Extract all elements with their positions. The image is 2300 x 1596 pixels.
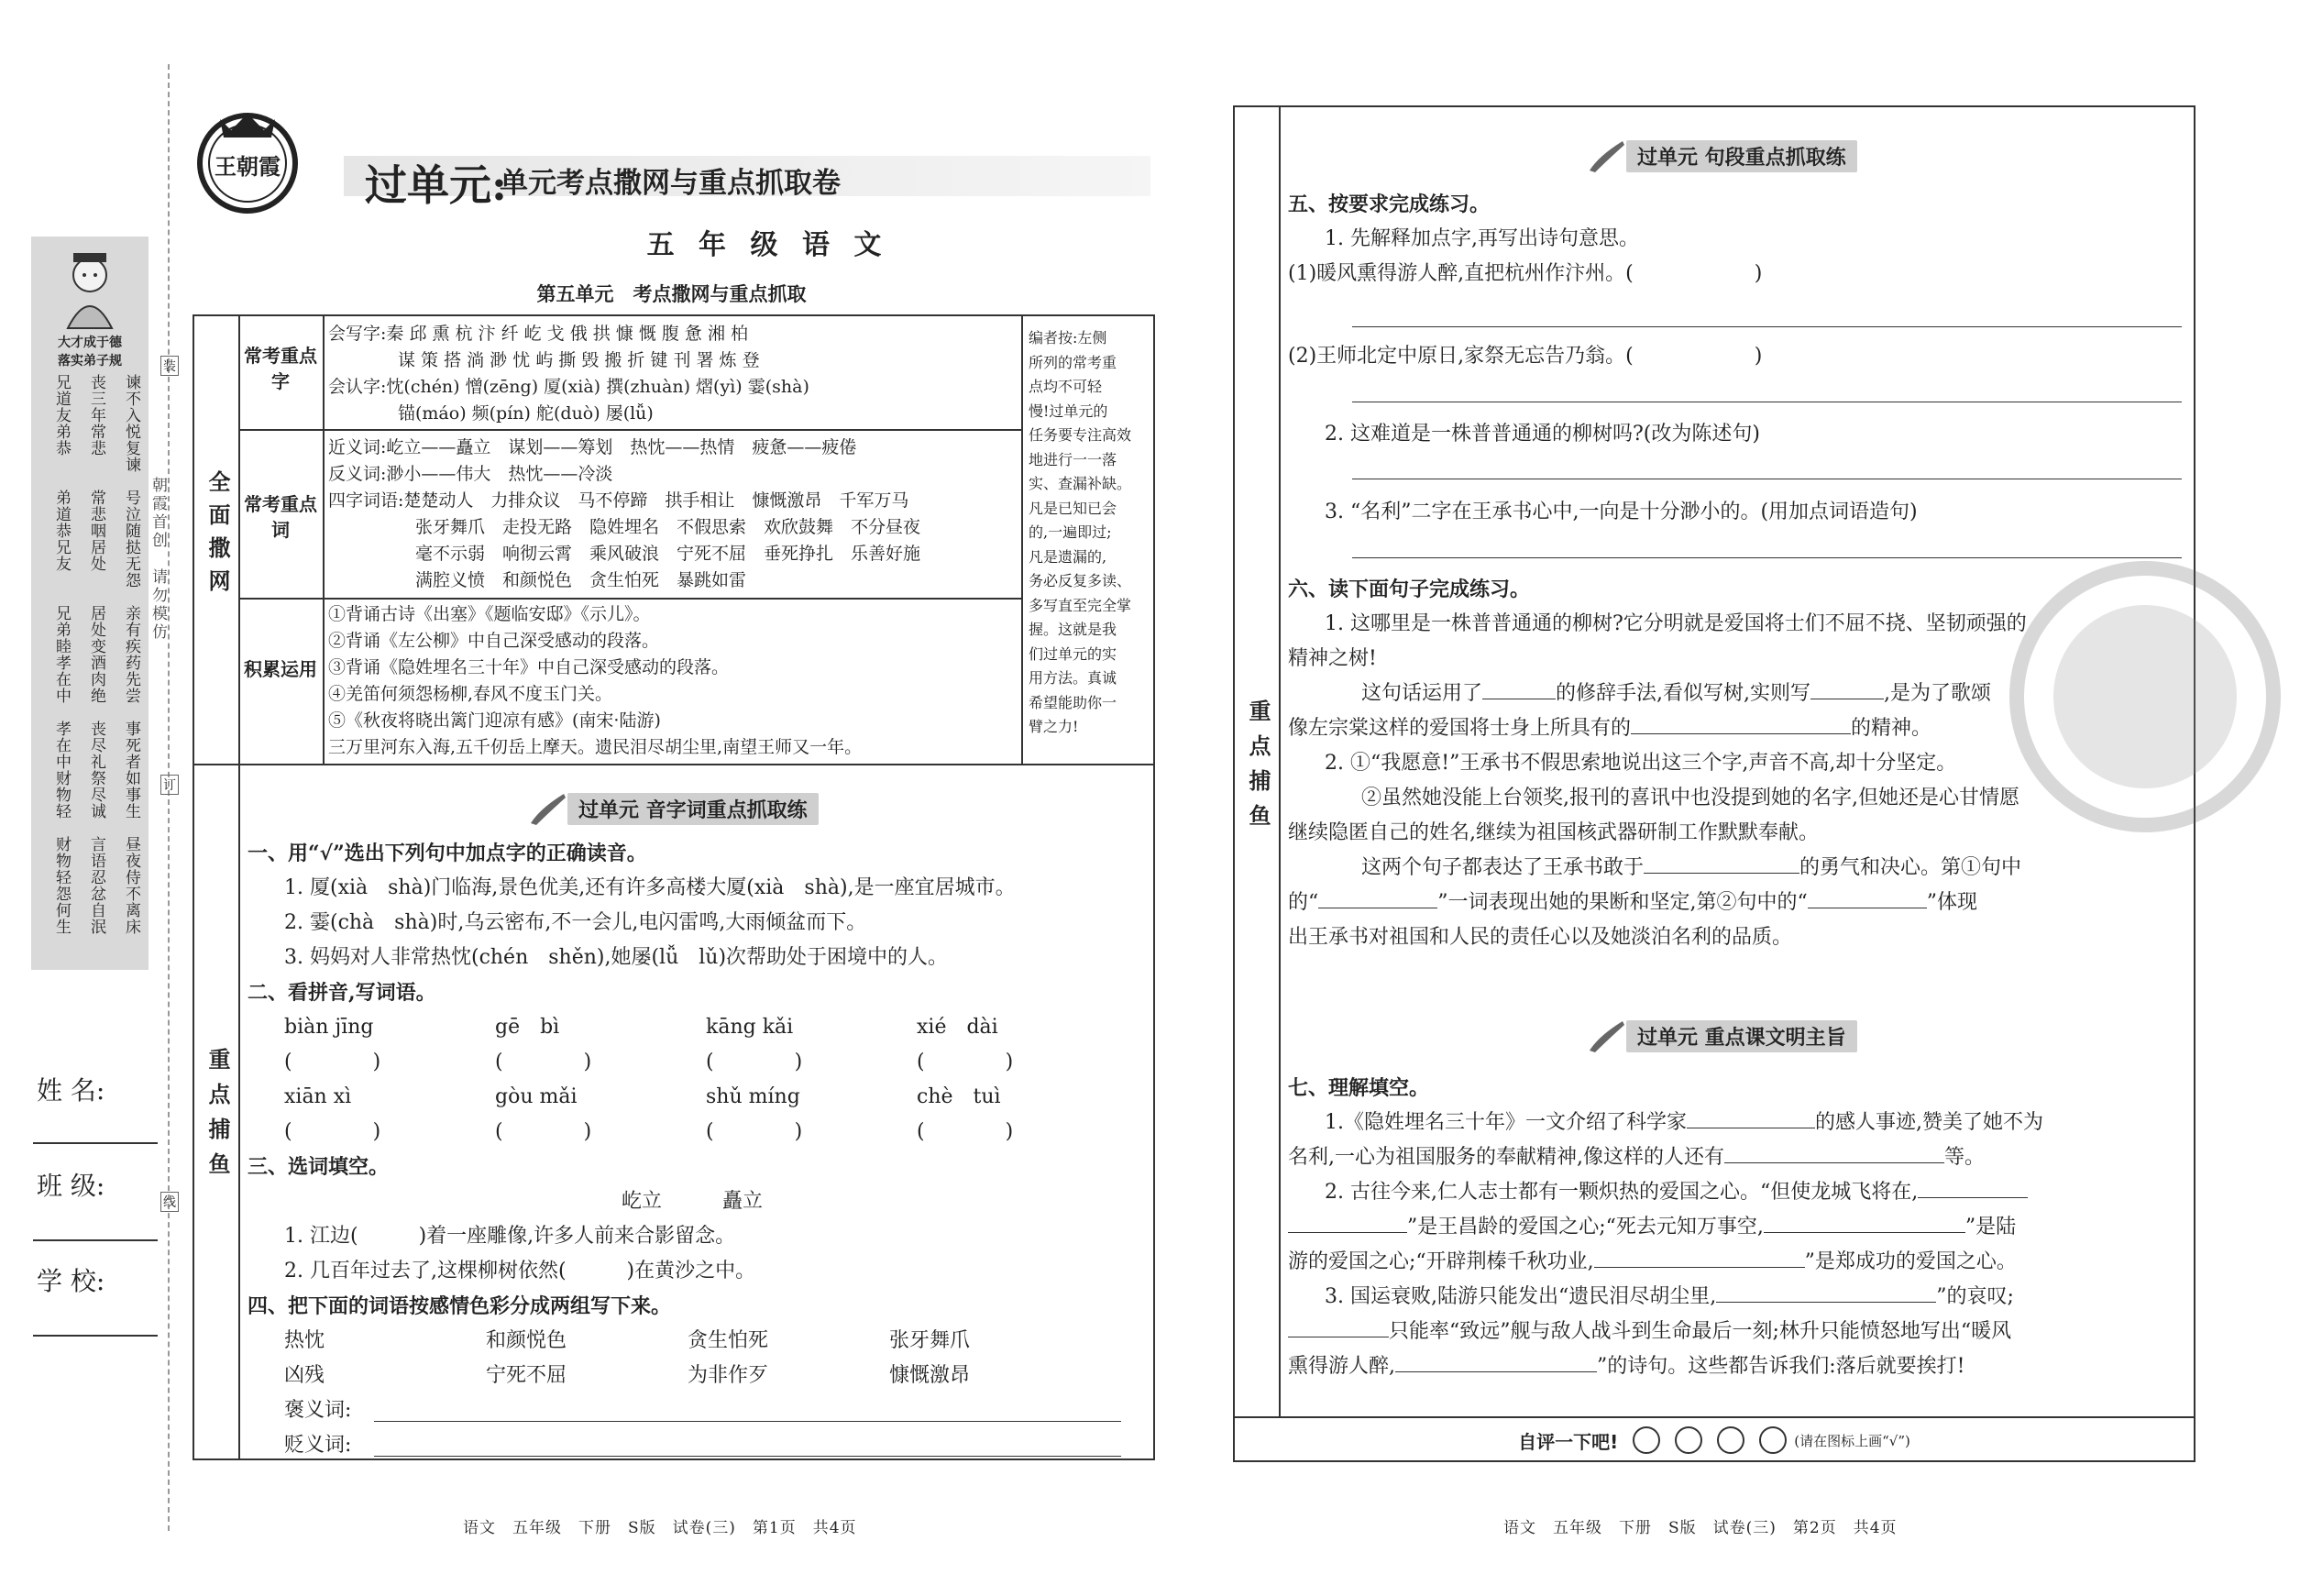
logo-text: 王朝霞 [215, 153, 281, 180]
q1-item: 2. 霎(chà shà)时,乌云密布,不一会儿,电闪雷鸣,大雨倾盆而下。 [284, 911, 867, 934]
brand-logo [193, 106, 303, 216]
note-line: 用方法。真诚 [1029, 669, 1117, 687]
rule-column: 弟道恭兄友 [52, 490, 71, 572]
q6-2-fill [1288, 851, 2186, 886]
neutral-face-icon[interactable] [1675, 1426, 1702, 1454]
rule-column: 兄弟睦孝在中 [52, 605, 71, 704]
pinyin: chè tuì [917, 1085, 1001, 1108]
fill-text: ,是为了歌颂 [1884, 682, 1992, 705]
fill-blank[interactable] [1644, 854, 1799, 874]
rule-column: 号泣随挞无怨 [122, 490, 140, 589]
q1-item: 3. 妈妈对人非常热忱(chén shěn),她屡(lǚ lǔ)次帮助处于困境中的人。 [284, 946, 949, 969]
fill-text: 这两个句子都表达了王承书敢于 [1361, 856, 1645, 879]
fill-text: 游的爱国之心;“开辟荆榛千秋功业, [1288, 1250, 1594, 1273]
q6-2a: 2. ①“我愿意!”王承书不假思索地说出这三个字,声音不高,却十分坚定。 [1325, 752, 1957, 775]
answer-line[interactable] [1352, 326, 2182, 327]
q7-title: 七、理解填空。 [1288, 1076, 1430, 1100]
fill-blank[interactable] [1288, 1318, 1389, 1337]
series-subtitle: 单元考点撒网与重点抓取卷 [500, 167, 841, 200]
table-row-divider [238, 598, 1021, 600]
section-banner-1 [527, 790, 819, 827]
note-line: 凡是已知已会 [1029, 499, 1117, 517]
words-line: 毫不示弱 响彻云霄 乘风破浪 宁死不屈 垂死挣扎 乐善好施 [328, 544, 921, 564]
fill-text: 3. 国运衰败,陆游只能发出“遗民泪尽胡尘里, [1325, 1285, 1717, 1308]
q4-word: 凶残 [284, 1364, 325, 1387]
q6-1b: 精神之树! [1288, 647, 1377, 670]
words-list [328, 435, 920, 594]
fill-blank[interactable] [1724, 1144, 1944, 1163]
school-label: 学 校: [37, 1266, 105, 1296]
q5-block [1288, 187, 2186, 292]
q4-word: 贪生怕死 [688, 1329, 769, 1352]
left-side-cell [193, 764, 240, 1460]
note-line: 多写直至完全掌 [1029, 596, 1132, 614]
rule-column: 言语忍忿自泯 [87, 836, 105, 935]
q5-1b: (2)王师北定中原日,家祭无忘告乃翁。( ) [1288, 345, 1763, 368]
fill-text: ”是郑成功的爱国之心。 [1804, 1250, 2017, 1273]
note-line: 点均不可轻 [1029, 378, 1103, 395]
q6-2i: 出王承书对祖国和人民的责任心以及她淡泊名利的品质。 [1288, 926, 1793, 949]
q6-2-fill2 [1288, 886, 2186, 920]
section-banner-2 [1586, 138, 1857, 174]
accumulate-line: 三万里河东入海,五千仞岳上摩天。遗民泪尽胡尘里,南望王师又一年。 [328, 737, 863, 757]
answer-paren[interactable]: ( ) [706, 1051, 803, 1073]
q3-title: 三、选词填空。 [248, 1155, 390, 1179]
note-line: 编者按:左侧 [1029, 329, 1107, 347]
table-side-label: 全面撒网 [204, 470, 231, 602]
right-side-cell [1233, 105, 1281, 1416]
fill-text: 的“ [1288, 891, 1319, 914]
smile-face-icon[interactable] [1717, 1426, 1744, 1454]
row-label-words: 常考重点词 [244, 493, 317, 541]
right-side-label: 重点捕鱼 [1245, 699, 1271, 839]
watermark-seal [2008, 559, 2283, 834]
fill-blank[interactable] [1395, 1353, 1597, 1372]
commendatory-answer-line[interactable] [374, 1421, 1121, 1422]
note-line: 们过单元的实 [1029, 644, 1117, 663]
rule-column: 常悲咽居处 [87, 490, 105, 572]
answer-paren[interactable]: ( ) [706, 1120, 803, 1143]
note-line: 任务要专注高效 [1029, 426, 1132, 444]
answer-paren[interactable]: ( ) [284, 1051, 381, 1073]
accumulate-line: ①背诵古诗《出塞》《题临安邸》《示儿》。 [328, 604, 651, 624]
laugh-face-icon[interactable] [1759, 1426, 1787, 1454]
table-bottom-divider [193, 764, 1155, 765]
editor-note [1029, 326, 1150, 740]
fill-text: 的修辞手法,看似写树,实则写 [1556, 682, 1811, 705]
fill-text: 只能率“致远”舰与敌人战斗到生命最后一刻;林升只能愤怒地写出“暖风 [1389, 1320, 2012, 1343]
chars-line: 谋 策 搭 淌 渺 忧 屿 撕 毁 搬 折 键 刊 署 炼 登 [328, 350, 760, 370]
left-side-label: 重点捕鱼 [204, 1048, 231, 1187]
q7-3-cont2 [1288, 1349, 2186, 1384]
fill-text: ”体现 [1926, 891, 1977, 914]
note-line: 地进行一一落 [1029, 450, 1117, 468]
self-eval-row [1233, 1419, 2195, 1461]
accumulate-line: ④羌笛何须怨杨柳,春风不度玉门关。 [328, 684, 613, 704]
fill-text: ”一词表现出她的果断和坚定,第②句中的“ [1437, 891, 1808, 914]
q7-1 [1288, 1106, 2186, 1140]
q4-word: 张牙舞爪 [889, 1329, 971, 1352]
q4-title: 四、把下面的词语按感情色彩分成两组写下来。 [248, 1294, 672, 1318]
chars-line: 会写字:秦 邱 熏 杭 汴 纤 屹 戈 俄 拱 慷 慨 腹 惫 湘 柏 [328, 324, 748, 344]
banner-text: 过单元 句段重点抓取练 [1626, 140, 1857, 172]
answer-paren[interactable]: ( ) [917, 1120, 1014, 1143]
fill-blank[interactable] [1482, 680, 1556, 699]
fill-text: 的感人事迹,赞美了她不为 [1815, 1111, 2043, 1134]
q4-word: 慷慨激昂 [889, 1364, 971, 1387]
table-side-cell [193, 314, 240, 764]
q5-3: 3. “名利”二字在王承书心中,一向是十分渺小的。(用加点词语造句) [1325, 501, 1918, 523]
table-row-divider [238, 429, 1021, 431]
pinyin: gē bì [495, 1016, 560, 1039]
footer-right: 语文 五年级 下册 S版 试卷(三) 第2页 共4页 [1503, 1519, 1898, 1537]
q3-item: 1. 江边( )着一座雕像,许多人前来合影留念。 [284, 1225, 736, 1248]
pinyin: kāng kǎi [706, 1016, 794, 1039]
q5-2: 2. 这难道是一株普普通通的柳树吗?(改为陈述句) [1325, 423, 1760, 446]
fill-text: ”是王昌龄的爱国之心;“死去元知万事空, [1407, 1216, 1764, 1238]
note-line: 握。这就是我 [1029, 621, 1117, 638]
note-line: 的,一遍即过; [1029, 523, 1112, 541]
binding-seal-bottom: 线 [160, 1192, 179, 1212]
q1-item: 1. 厦(xià shà)门临海,景色优美,还有许多高楼大厦(xià shà),是一座宜居城市。 [284, 876, 1016, 899]
words-line: 近义词:屹立——矗立 谋划——筹划 热忱——热情 疲惫——疲倦 [328, 437, 857, 457]
note-line: 希望能助你一 [1029, 693, 1117, 711]
q4-word: 为非作歹 [688, 1364, 769, 1387]
q7-block [1288, 1071, 2186, 1384]
q2-title: 二、看拼音,写词语。 [248, 981, 436, 1005]
row-label-chars: 常考重点字 [244, 345, 317, 392]
fill-text: 的精神。 [1851, 717, 1932, 740]
unit-title: 第五单元 考点撒网与重点抓取 [536, 282, 807, 305]
brush-icon [527, 790, 567, 827]
pinyin: biàn jīng [284, 1016, 374, 1039]
footer-left: 语文 五年级 下册 S版 试卷(三) 第1页 共4页 [463, 1519, 857, 1537]
fill-text: 名利,一心为祖国服务的奉献精神,像这样的人还有 [1288, 1146, 1724, 1169]
note-line: 凡是遗漏的, [1029, 547, 1107, 566]
rule-column: 兄道友弟恭 [52, 374, 71, 457]
fill-text: 像左宗棠这样的爱国将士身上所具有的 [1288, 717, 1632, 740]
fill-text: 1.《隐姓埋名三十年》一文介绍了科学家 [1325, 1111, 1687, 1134]
note-line: 所列的常考重 [1029, 353, 1117, 371]
fill-blank[interactable] [1318, 889, 1437, 908]
accumulate-line: ②背诵《左公柳》中自己深受感动的段落。 [328, 631, 660, 651]
chars-line: 会认字:忱(chén) 憎(zēng) 厦(xià) 撰(zhuàn) 熠(yì) 霎(shà) [328, 377, 809, 397]
fill-blank[interactable] [1764, 1214, 1965, 1233]
answer-line[interactable] [1352, 557, 2182, 558]
accumulate-list [328, 601, 862, 761]
pinyin: xiān xì [284, 1085, 352, 1108]
fill-blank[interactable] [1594, 1249, 1805, 1268]
words-line: 四字词语:楚楚动人 力排众议 马不停蹄 拱手相让 慷慨激昂 千军万马 [328, 490, 909, 511]
rule-column: 事死者如事生 [122, 721, 140, 820]
accumulate-line: ⑤《秋夜将晓出篱门迎凉有感》(南宋·陆游) [328, 710, 661, 731]
q6-1: 1. 这哪里是一株普普通通的柳树?它分明就是爱国将士们不屈不挠、坚韧顽强的 [1325, 612, 2027, 635]
pinyin-grid [284, 1010, 1128, 1150]
self-eval-note: (请在图标上画“√”) [1794, 1432, 1910, 1449]
brush-icon [1586, 138, 1626, 174]
fold-line [168, 64, 170, 1531]
answer-paren[interactable]: ( ) [917, 1051, 1014, 1073]
accumulate-line: ③背诵《隐姓埋名三十年》中自己深受感动的段落。 [328, 657, 730, 677]
derogatory-answer-line[interactable] [374, 1456, 1121, 1457]
answer-paren[interactable]: ( ) [284, 1120, 381, 1143]
fill-text: 等。 [1944, 1146, 1986, 1169]
words-line: 满腔义愤 和颜悦色 贪生怕死 暴跳如雷 [328, 570, 747, 590]
motto-line-2: 落实弟子规 [58, 354, 122, 369]
sad-face-icon[interactable] [1633, 1426, 1660, 1454]
rule-column: 孝在中财物轻 [52, 721, 71, 820]
chars-line: 锚(máo) 频(pín) 舵(duò) 屡(lǚ) [328, 403, 654, 424]
answer-paren[interactable]: ( ) [495, 1120, 592, 1143]
q3-block [248, 1150, 1137, 1324]
left-binding-strip [31, 237, 149, 970]
q4-word: 宁死不屈 [486, 1364, 567, 1387]
words-line: 张牙舞爪 走投无路 隐姓埋名 不假思索 欢欣鼓舞 不分昼夜 [328, 517, 921, 537]
answer-paren[interactable]: ( ) [495, 1051, 592, 1073]
fill-blank[interactable] [1631, 715, 1851, 734]
q4-word: 热忱 [284, 1329, 325, 1352]
binding-seal-top: 装 [160, 356, 179, 376]
fill-text: 熏得游人醉, [1288, 1355, 1395, 1378]
name-label: 姓 名: [37, 1075, 105, 1106]
fill-text: ”的哀叹; [1936, 1285, 2014, 1308]
q3-item: 2. 几百年过去了,这棵柳树依然( )在黄沙之中。 [284, 1260, 756, 1282]
fill-text: 2. 古往今来,仁人志士都有一颗炽热的爱国之心。“但使龙城飞将在, [1325, 1181, 1919, 1204]
rule-column: 财物轻怨何生 [52, 836, 71, 935]
q5-1a: (1)暖风熏得游人醉,直把杭州作汴州。( ) [1288, 262, 1763, 285]
rule-column: 丧三年常悲 [87, 374, 105, 457]
q7-3-cont [1288, 1315, 2186, 1349]
q7-2-cont [1288, 1210, 2186, 1245]
left-questions [248, 836, 1016, 1010]
pinyin: xié dài [917, 1016, 998, 1039]
pinyin: gòu mǎi [495, 1085, 578, 1108]
banner-text: 过单元 重点课文明主旨 [1626, 1020, 1857, 1052]
commendatory-label: 褒义词: [284, 1399, 352, 1422]
q3-words: 屹立 矗立 [621, 1190, 763, 1213]
fill-blank[interactable] [1810, 680, 1884, 699]
q6-2c: 继续隐匿自己的姓名,继续为祖国核武器研制工作默默奉献。 [1288, 821, 1819, 844]
motto-line-1: 大才成于德 [58, 336, 122, 350]
fill-text: 这句话运用了 [1361, 682, 1483, 705]
row-label-accumulate: 积累运用 [244, 658, 317, 680]
self-eval-divider [1233, 1416, 2195, 1418]
derogatory-label: 贬义词: [284, 1434, 352, 1457]
note-line: 臂之力! [1029, 718, 1079, 735]
fill-blank[interactable] [1687, 1109, 1815, 1128]
class-label: 班 级: [37, 1171, 105, 1201]
chars-list [328, 321, 809, 427]
fill-text: ”的诗句。这些都告诉我们:落后就要挨打! [1597, 1355, 1965, 1378]
grade-subject: 五 年 级 语 文 [646, 229, 889, 261]
note-line: 实、查漏补缺。 [1029, 475, 1132, 492]
fill-text: 的勇气和决心。第①句中 [1799, 856, 2022, 879]
banner-text: 过单元 音字词重点抓取练 [567, 793, 819, 825]
note-line: 务必反复多读、 [1029, 572, 1132, 589]
q5-1: 1. 先解释加点字,再写出诗句意思。 [1325, 227, 1639, 250]
fill-blank[interactable] [1918, 1179, 2028, 1198]
name-field[interactable] [33, 1142, 158, 1144]
fill-blank[interactable] [1716, 1283, 1936, 1303]
rule-column: 亲有疾药先尝 [122, 605, 140, 704]
rule-column: 居处变酒肉绝 [87, 605, 105, 704]
rule-column: 丧尽礼祭尽诚 [87, 721, 105, 820]
q6-title: 六、读下面句子完成练习。 [1288, 578, 1531, 601]
self-eval-label: 自评一下吧! [1518, 1430, 1619, 1453]
q7-3 [1288, 1280, 2186, 1315]
fill-text: ”是陆 [1964, 1216, 2017, 1238]
note-line: 慢!过单元的 [1029, 402, 1108, 420]
q7-2-cont2 [1288, 1245, 2186, 1280]
rule-column: 昼夜侍不离床 [122, 836, 140, 935]
class-field[interactable] [33, 1239, 158, 1241]
school-field[interactable] [33, 1335, 158, 1337]
q1-title: 一、用“√”选出下列句中加点字的正确读音。 [248, 842, 647, 865]
q6-2b: ②虽然她没能上台领奖,报刊的喜讯中也没提到她的名字,但她还是心甘情愿 [1361, 787, 2019, 809]
series-title: 过单元: [365, 160, 507, 210]
q7-2 [1288, 1175, 2186, 1210]
binding-seal-mid: 订 [160, 775, 179, 795]
rules-grid [39, 374, 143, 961]
fill-blank[interactable] [1288, 1214, 1407, 1233]
section-banner-3 [1586, 1018, 1857, 1054]
copyright-note: 朝霞首创 请勿模仿 [149, 477, 167, 642]
brush-icon [1586, 1018, 1626, 1054]
fill-blank[interactable] [1808, 889, 1927, 908]
rule-column: 谏不入悦复谏 [122, 374, 140, 473]
q7-1-cont [1288, 1140, 2186, 1175]
words-line: 反义词:渺小——伟大 热忱——冷淡 [328, 464, 613, 484]
q4-words-grid [284, 1324, 1091, 1393]
q5-title: 五、按要求完成练习。 [1288, 193, 1491, 216]
q4-word: 和颜悦色 [486, 1329, 567, 1352]
table-note-divider [1021, 314, 1023, 764]
pinyin: shǔ míng [706, 1085, 800, 1108]
